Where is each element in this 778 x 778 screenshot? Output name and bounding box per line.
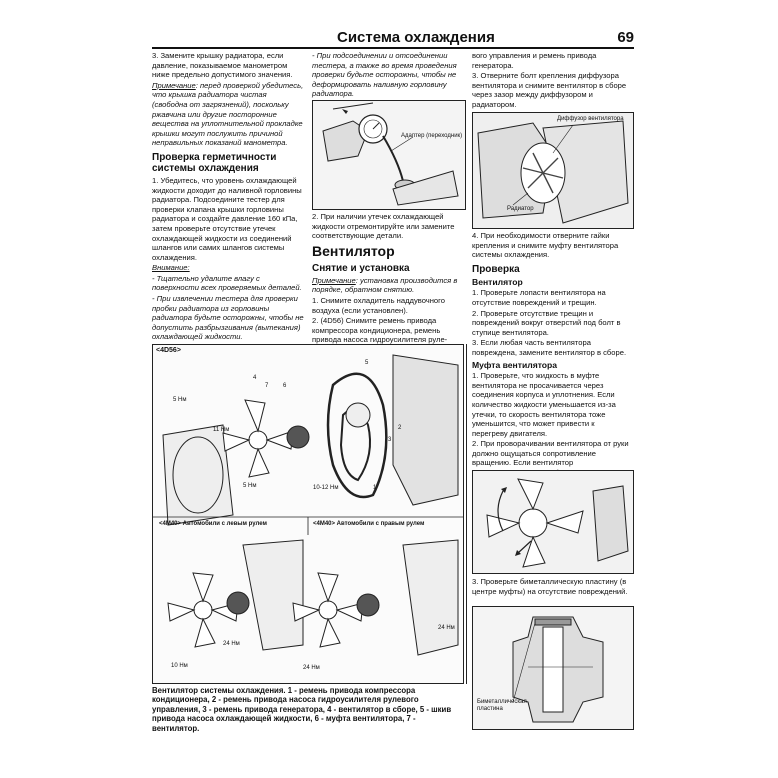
tester-illustration: [313, 101, 465, 209]
part-number: 6: [283, 383, 287, 389]
subsection-heading: Проверка герметичности системы охлаждения: [152, 151, 277, 174]
part-number: 5: [365, 360, 369, 366]
paragraph: 2. При проворачивании вентилятора от руки должно ощущаться сопротивление вращению. Если вентилятор: [472, 439, 629, 468]
torque-label: 24 Нм: [303, 665, 320, 671]
note-text: : установка производится в порядке, обратном снятию.: [312, 275, 458, 295]
paragraph: 3. Проверьте биметаллическую пластину (в центре муфты) на отсутствие повреждений.: [472, 577, 628, 596]
part-number: 1: [373, 485, 377, 491]
fan-clutch-figure: [472, 470, 634, 574]
part-number: 4: [253, 375, 257, 381]
figure-label: Диффузор вентилятора: [557, 116, 624, 122]
note: [312, 276, 464, 295]
bimetal-figure: [472, 606, 634, 730]
warning-item: - При подсоединении и отсоединении тестера, а также во время проведения проверки будьте осторожны, чтобы не деформировать наливную горловину радиатора.: [312, 51, 457, 99]
column-left: [152, 51, 304, 343]
part-number: 2: [398, 425, 402, 431]
section-title: Система охлаждения: [337, 29, 495, 46]
subsection-heading: Снятие и установка: [312, 262, 410, 274]
paragraph: 2. (4D56) Снимите ремень привода компрессора кондиционера, ремень привода насоса гидроусилителя руле-: [312, 316, 448, 345]
torque-label: 24 Нм: [438, 625, 455, 631]
torque-label: 24 Нм: [223, 641, 240, 647]
fan-clutch-illustration: [473, 471, 633, 573]
column-right-bottom: [472, 577, 632, 597]
section-heading: Проверка: [472, 263, 520, 275]
column-divider: [466, 344, 467, 684]
subfigure-caption: <4M40> Автомобили с левым рулем: [159, 521, 267, 527]
engine-tag: <4D56>: [156, 347, 181, 354]
warning-item: - Тщательно удалите влагу с поверхности всех проверяемых деталей.: [152, 273, 302, 293]
paragraph: 2. При наличии утечек охлаждающей жидкости отремонтируйте или замените соответствующие детали.: [312, 212, 455, 241]
fan-removal-figure: [472, 112, 634, 229]
note-text: : перед проверкой убедитесь, что крышка радиатора чистая (свободна от загрязнений), поскольку ржавчина или другие посторонние вещества на уплотнительной прокладке крышки могут послужить причиной неправильных показаний манометра.: [152, 80, 304, 148]
page-header: [152, 28, 634, 46]
figure-caption: Вентилятор системы охлаждения. 1 - ремень привода компрессора кондиционера, 2 - ремень привода насоса гидроусилителя рулевого управления, 3 - ремень привода генератора, 4 - вентилятор в сборе, 5 - шкив привода насоса охлаждающей жидкости, 6 - муфта вентилятора, 7 - вентилятор.: [152, 686, 452, 733]
fan-assembly-illustration: [153, 345, 463, 683]
column-middle: [312, 51, 464, 100]
paragraph: 1. Снимите охладитель наддувочного воздуха (если установлен).: [312, 295, 445, 315]
note-label: Примечание: [152, 80, 196, 90]
paragraph: 3. Замените крышку радиатора, если давление, показываемое манометром ниже предельно допустимого значения.: [152, 51, 293, 80]
page-number: 69: [617, 29, 634, 46]
tester-figure: [312, 100, 466, 210]
fan-assembly-figure: [152, 344, 464, 684]
part-number: 7: [265, 383, 269, 389]
paragraph: 4. При необходимости отверните гайки крепления и снимите муфту вентилятора системы охлаждения.: [472, 231, 619, 260]
paragraph: вого управления и ремень привода генератора.: [472, 51, 597, 70]
torque-label: 10-12 Нм: [313, 485, 339, 491]
paragraph: 1. Проверьте, что жидкость в муфте вентилятора не просачивается через соединения корпуса и уплотнения. Если количество жидкости уменьшается из-за утечки, то скорость вентилятора тоже уменьшится, что может привести к перегреву двигателя.: [472, 371, 616, 438]
column-middle-lower: [312, 212, 464, 346]
torque-label: 11 Нм: [213, 427, 230, 433]
fan-removal-illustration: [473, 113, 633, 228]
warning-item: - При извлечении тестера для проверки пробки радиатора из горловины радиатора будьте осторожны, чтобы не допустить разбрызгивания (вытекания) охлаждающей жидкости.: [152, 294, 304, 342]
figure-label: Адаптер (переходник): [401, 133, 463, 139]
warning-label: Внимание:: [152, 263, 190, 273]
header-rule: [152, 47, 634, 49]
torque-label: 5 Нм: [173, 397, 187, 403]
figure-label: Радиатор: [507, 206, 534, 212]
column-right: [472, 51, 632, 111]
note: [152, 81, 304, 148]
torque-label: 5 Нм: [243, 483, 257, 489]
figure-label: Биметаллическая пластина: [477, 699, 527, 712]
subheading: Муфта вентилятора: [472, 359, 558, 370]
note-label: Примечание: [312, 275, 356, 285]
section-heading: Вентилятор: [312, 242, 395, 259]
paragraph: 3. Отверните болт крепления диффузора вентилятора и снимите вентилятор в сборе через зазор между диффузором и радиатором.: [472, 71, 627, 109]
paragraph: 3. Если любая часть вентилятора повреждена, замените вентилятор в сборе.: [472, 338, 627, 357]
paragraph: 1. Проверьте лопасти вентилятора на отсутствие повреждений и трещин.: [472, 288, 606, 307]
subfigure-caption: <4M40> Автомобили с правым рулем: [313, 521, 425, 527]
part-number: 3: [388, 437, 392, 443]
paragraph: 2. Проверьте отсутствие трещин и повреждений вокруг отверстий под болт в ступице вентилятора.: [472, 308, 621, 337]
column-right-lower: [472, 231, 632, 498]
paragraph: 1. Убедитесь, что уровень охлаждающей жидкости доходит до наливной горловины радиатора. Подсоедините тестер для проверки клапана крышки горловины радиатора и создайте давление 160 кПа, затем проверьте отсутствие утечек охлаждающей жидкости из соединений шлангов или самих шлангов системы охлаждения.: [152, 175, 302, 262]
torque-label: 10 Нм: [171, 663, 188, 669]
subheading: Вентилятор: [472, 276, 523, 287]
